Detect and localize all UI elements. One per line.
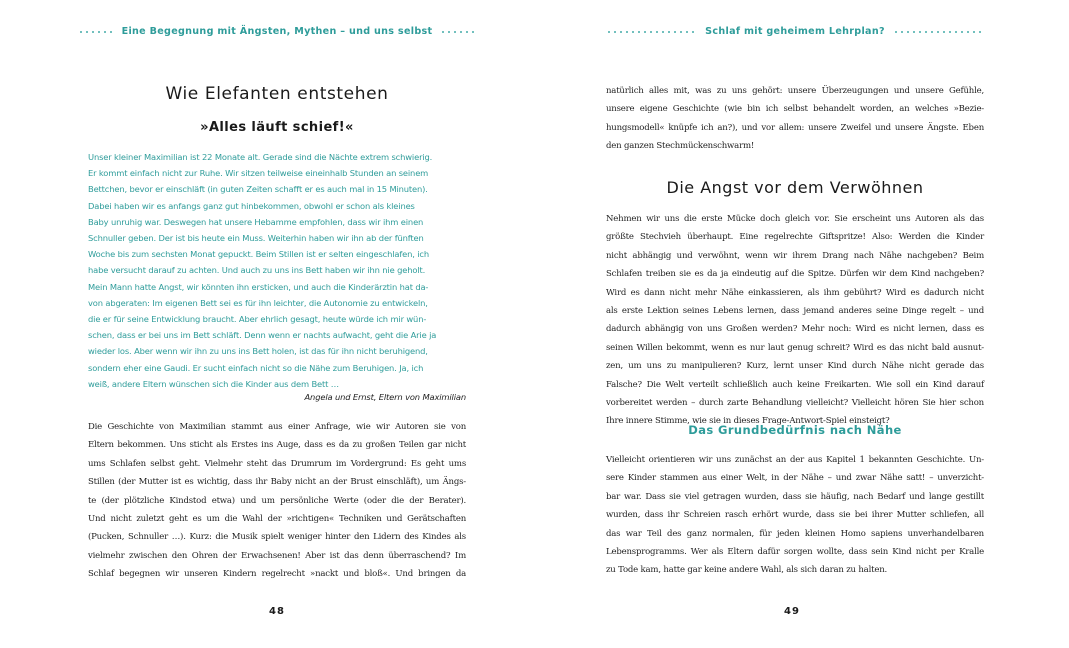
quote-line: weiß, andere Eltern wünschen sich die Kinder aus dem Bett … xyxy=(88,378,339,389)
dotted-rule-icon xyxy=(606,31,697,33)
text-line: den ganzen Stechmückenschwarm! xyxy=(606,141,755,152)
text-line: sere Kinder stammen aus einer Welt, in der Nähe – und zwar Nähe satt! – unverzicht- xyxy=(606,473,984,484)
right-page xyxy=(535,0,1069,648)
text-line: Stillen (der Mutter ist es wichtig, dass ihr Baby nicht an der Brust einschläft), um Ängs- xyxy=(88,477,466,488)
text-line: seinen Willen bekommt, wenn es nur laut genug schreit? Wird es das nicht bald ausnut- xyxy=(606,342,984,353)
subsection-paragraph xyxy=(606,451,984,580)
text-line: Die Geschichte von Maximilian stammt aus einer Anfrage, wie wir Autoren sie von xyxy=(88,422,466,432)
text-line: (Pucken, Schnuller …). Kurz: die Musik spielt weniger hinter den Lidern des Kindes als xyxy=(88,532,466,543)
dotted-rule-icon xyxy=(78,31,114,33)
text-line: Und nicht zuletzt geht es um die Wahl der »richtigen« Techniken und Gerätschaften xyxy=(88,514,466,525)
text-line: Schlafen treiben sie es da ja eindeutig auf die Spitze. Dürfen wir dem Kind nachgeben? xyxy=(606,269,984,280)
dotted-rule-icon xyxy=(893,31,984,33)
parent-quote xyxy=(88,149,466,392)
text-line: ums Schlafen selbst geht. Vielmehr steht das Drumrum im Vordergrund: Es geht ums xyxy=(88,458,466,469)
quote-line: Dabei haben wir es anfangs ganz gut hinbekommen, obwohl er schon als kleines xyxy=(88,200,415,211)
running-head-text: Eine Begegnung mit Ängsten, Mythen – und uns selbst xyxy=(121,26,433,37)
left-subtitle-block xyxy=(88,120,466,135)
text-line: zen, um uns zu manipulieren? Kurz, lernt unser Kind durch Nähe nicht gerade das xyxy=(606,361,984,372)
subsection-heading-block xyxy=(606,423,984,437)
quote-line: habe versucht darauf zu achten. Und auch zu uns ins Bett haben wir ihn nie geholt. xyxy=(88,265,426,276)
section-subtitle: »Alles läuft schief!« xyxy=(200,120,354,135)
quote-line: die er für seine Entwicklung braucht. Aber ehrlich gesagt, heute würde ich mir wün- xyxy=(88,314,427,325)
quote-attribution: Angela und Ernst, Eltern von Maximilian xyxy=(304,392,466,402)
text-line: bar war. Dass sie viel getragen wurden, dass sie häufig, nach Bedarf und lange gestillt xyxy=(606,491,984,502)
running-head-text: Schlaf mit geheimem Lehrplan? xyxy=(705,26,885,37)
text-line: Schlaf begegnen wir unseren Kindern regelrecht »nackt und bloß«. Und bringen da xyxy=(88,569,466,580)
text-line: dadurch abhängig von uns Großen werden? Mehr noch: Wird es nicht lernen, dass es xyxy=(606,324,984,335)
text-line: wurden, dass ihr Schreien rasch erhört wurde, dass sie bei ihrer Mutter schliefen, all xyxy=(606,510,984,521)
quote-line: Schnuller geben. Der ist bis heute ein Muss. Weiterhin haben wir ihn ab der fünften xyxy=(88,233,424,244)
section-title: Die Angst vor dem Verwöhnen xyxy=(666,178,924,197)
text-line: vielmehr zwischen den Ohren der Erwachsenen! Aber ist das denn überraschend? Im xyxy=(88,550,466,561)
text-line: Vielleicht orientieren wir uns zunächst an der aus Kapitel 1 bekannten Geschichte. Un- xyxy=(606,455,984,465)
quote-line: sondern eher eine Gaudi. Er sucht einfach nicht so die Nähe zum Beruhigen. Ja, ich xyxy=(88,362,424,373)
quote-line: Mein Mann hatte Angst, wir könnten ihn ersticken, und auch die Kinderärztin hat da- xyxy=(88,281,429,292)
continued-paragraph xyxy=(606,82,984,156)
text-line: te (der plötzliche Kindstod etwa) und um persönliche Werte (oder die der Berater). xyxy=(88,495,466,506)
text-line: Falsche? Die Welt verteilt schließlich auch keine Freikarten. Wie soll ein Kind darauf xyxy=(606,379,984,390)
page-number: 49 xyxy=(784,606,800,617)
text-line: Wird es dann nicht mehr Nähe einkassieren, als ihm gebührt? Wird es dadurch nicht xyxy=(606,287,984,298)
text-line: größte Stechvieh überhaupt. Eine regelrechte Giftspritze! Also: Werden die Kinder xyxy=(606,232,984,243)
left-content xyxy=(88,84,466,104)
body-paragraph xyxy=(88,418,466,584)
dotted-rule-icon xyxy=(440,31,476,33)
text-line: vorbereitet werden – durch zarte Behandlung vielleicht? Vielleicht hören Sie hier schon xyxy=(606,398,984,409)
text-line: nicht abhängig und verwöhnt, wenn wir ihrem Drang nach Nähe nachgeben? Beim xyxy=(606,250,984,261)
running-head-left xyxy=(88,26,466,37)
text-line: zu Tode kam, hatte gar keine andere Wahl, als sich daran zu halten. xyxy=(606,565,888,576)
quote-line: Bettchen, bevor er einschläft (in guten Zeiten schafft er es auch mal in 15 Minuten). xyxy=(88,184,428,195)
section-heading-block xyxy=(606,178,984,197)
text-line: Nehmen wir uns die erste Mücke doch gleich vor. Sie erscheint uns Autoren als das xyxy=(606,214,984,224)
quote-line: Woche bis zum sechsten Monat gepuckt. Beim Stillen ist er selten eingeschlafen, ich xyxy=(88,249,430,260)
quote-line: schen, dass er bei uns im Bett schläft. Denn wenn er nachts aufwacht, geht die Arie ja xyxy=(88,330,437,341)
running-head-right xyxy=(606,26,984,37)
chapter-title: Wie Elefanten entstehen xyxy=(165,84,389,104)
quote-line: wieder los. Aber wenn wir ihn zu uns ins Bett holen, ist das für ihn nicht beruhigend, xyxy=(88,346,428,357)
text-line: unsere eigene Geschichte (wie bin ich selbst behandelt worden, an welches »Bezie- xyxy=(606,104,984,115)
text-line: hungsmodell« knüpfe ich an?), und vor allem: unsere Zweifel und unsere Ängste. Eben xyxy=(606,122,984,133)
text-line: das war Teil des ganz normalen, für jeden kleinen Homo sapiens unverhandelbaren xyxy=(606,528,984,539)
text-line: als erste Lektion seines Lebens lernen, dass jemand anderes seine Dinge regelt – und xyxy=(606,306,984,317)
text-line: natürlich alles mit, was zu uns gehört: unsere Überzeugungen und unsere Gefühle, xyxy=(606,86,984,96)
text-line: Ihre innere Stimme, wie sie in dieses Frage-Antwort-Spiel einsteigt? xyxy=(606,416,890,427)
page-number: 48 xyxy=(269,606,285,617)
left-page xyxy=(0,0,534,648)
section-paragraph xyxy=(606,210,984,431)
quote-line: Er kommt einfach nicht zur Ruhe. Wir sitzen teilweise eineinhalb Stunden an seinem xyxy=(88,168,429,179)
quote-line: Baby unruhig war. Deswegen hat unsere Hebamme empfohlen, dass wir ihm einen xyxy=(88,216,424,227)
subsection-title: Das Grundbedürfnis nach Nähe xyxy=(688,423,902,437)
quote-line: Unser kleiner Maximilian ist 22 Monate alt. Gerade sind die Nächte extrem schwierig. xyxy=(88,152,433,162)
text-line: Lebensprogramms. Wer als Eltern dafür sorgen wollte, dass sein Kind nicht per Kralle xyxy=(606,547,984,558)
text-line: Eltern bekommen. Uns sticht als Erstes ins Auge, dass es da zu großen Teilen gar nicht xyxy=(88,440,466,451)
quote-line: von abgeraten: Im eigenen Bett sei es für ihn leichter, die Autonomie zu entwickeln, xyxy=(88,297,428,308)
